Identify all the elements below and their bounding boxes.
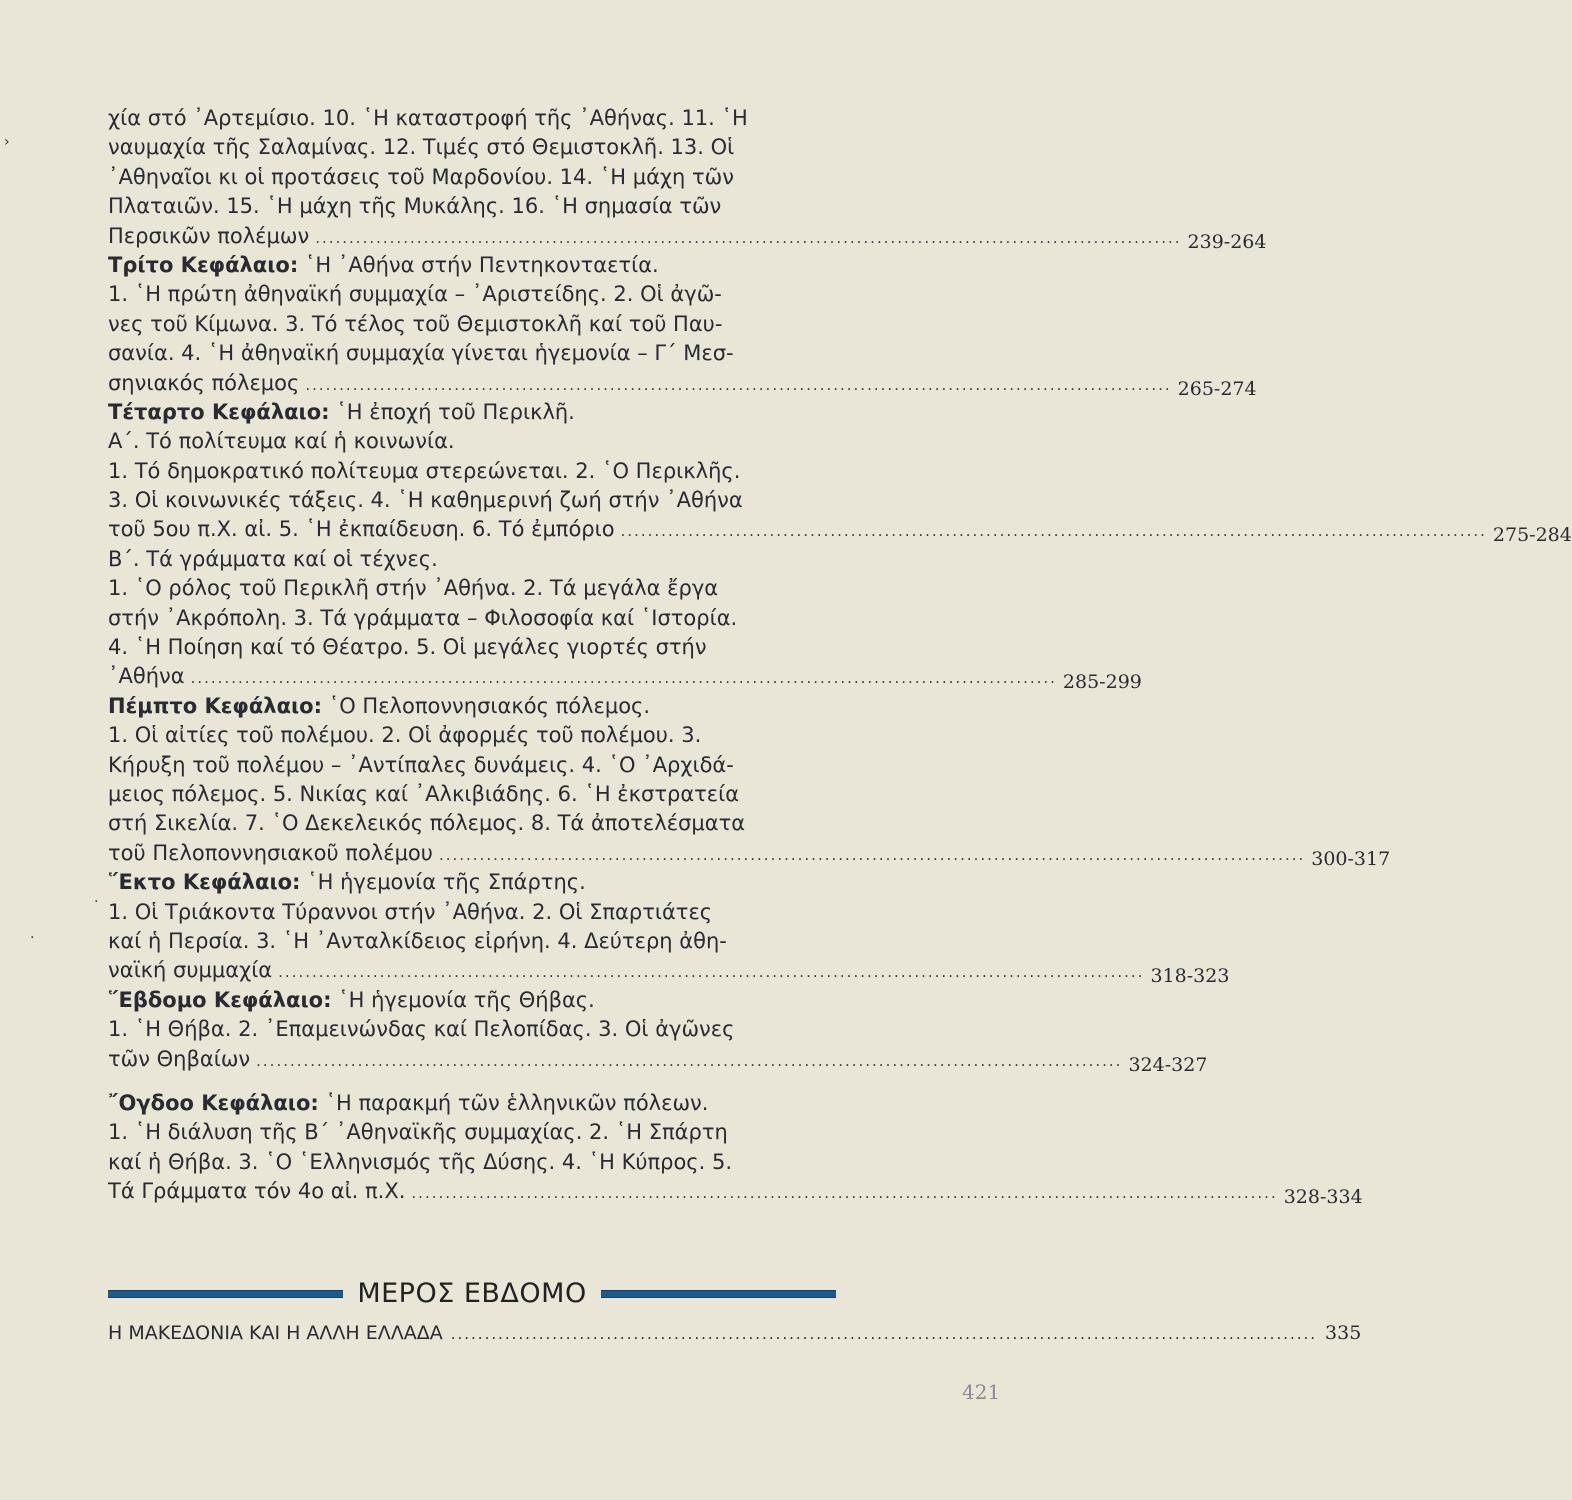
chapter-8 <box>108 1089 1363 1209</box>
toc-line <box>108 956 1230 988</box>
toc-text: 1. ῾Η Θήβα. 2. ᾽Επαμεινώνδας καί Πελοπίδας. 3. Οἱ ἀγῶνες <box>108 1017 735 1042</box>
toc-line <box>108 1045 1208 1076</box>
toc-text: χία στό ᾽Αρτεμίσιο. 10. ῾Η καταστροφή τῆς ᾽Αθήνας. 11. ῾Η <box>108 106 748 130</box>
part-entry-text: Η ΜΑΚΕΔΟΝΙΑ ΚΑΙ Η ΑΛΛΗ ΕΛΛΑΔΑ <box>108 1322 443 1344</box>
toc-text: τοῦ 5ου π.Χ. αἰ. 5. ῾Η ἐκπαίδευση. 6. Τό ἐμπόριο <box>108 517 615 542</box>
dot-leader <box>278 958 1144 987</box>
chapter-title: ῾Η ἡγεμονία τῆς Σπάρτης. <box>307 870 586 895</box>
chapter-5 <box>108 692 1391 870</box>
chapter-heading <box>108 398 840 427</box>
toc-line <box>108 1148 840 1177</box>
margin-mark: › <box>4 134 10 150</box>
toc-line <box>108 310 840 339</box>
toc-text: 3. Οἱ κοινωνικές τάξεις. 4. ῾Η καθημερινή ζωή στήν ᾽Αθήνα <box>108 488 743 513</box>
subsection-heading <box>108 545 840 574</box>
toc-text: σηνιακός πόλεμος <box>108 370 300 395</box>
toc-line <box>108 486 840 515</box>
toc-line <box>108 339 840 368</box>
toc-line <box>108 1015 840 1044</box>
toc-line <box>108 1177 1363 1209</box>
toc-line <box>108 927 840 956</box>
chapter-title: ῾Ο Πελοποννησιακός πόλεμος. <box>328 693 651 718</box>
toc-line <box>108 604 840 633</box>
toc-text: σανία. 4. ῾Η ἀθηναϊκή συμμαχία γίνεται ἡγεμονία – Γ΄ Μεσ- <box>108 341 734 366</box>
chapter-4 <box>108 398 1572 694</box>
page-number: 335 <box>1325 1322 1362 1344</box>
chapter-6 <box>108 868 1230 988</box>
page-range: 239-264 <box>1187 230 1267 253</box>
chapter-7 <box>108 986 1208 1076</box>
rule-right <box>601 1290 836 1298</box>
chapter-label: ῞Εκτο Κεφάλαιο: <box>108 870 301 895</box>
toc-line <box>108 751 840 780</box>
toc-text: Κήρυξη τοῦ πολέμου – ᾽Αντίπαλες δυνάμεις. 4. ῾Ο ᾽Αρχιδά- <box>108 752 734 777</box>
toc-line <box>108 839 1391 870</box>
chapter-title: ῾Η ᾽Αθήνα στήν Πεντηκονταετία. <box>304 252 659 277</box>
toc-text: ᾽Αθήνα <box>108 664 185 689</box>
toc-line <box>108 457 840 486</box>
chapter-heading <box>108 1089 840 1118</box>
chapter-3 <box>108 251 1257 400</box>
chapter-heading <box>108 868 840 897</box>
chapter-title: ῾Η ἐποχή τοῦ Περικλῆ. <box>336 399 575 424</box>
margin-mark: · <box>94 894 99 910</box>
spacer <box>108 1074 840 1089</box>
toc-line <box>108 780 840 809</box>
dot-leader <box>305 371 1171 400</box>
toc-line <box>108 809 840 838</box>
part-entry <box>108 1322 1362 1344</box>
chapter-title: ῾Η ἡγεμονία τῆς Θήβας. <box>338 987 595 1012</box>
toc-text: 1. Οἱ αἰτίες τοῦ πολέμου. 2. Οἱ ἀφορμές τοῦ πολέμου. 3. <box>108 723 702 748</box>
toc-line <box>108 104 840 133</box>
chapter-label: Τρίτο Κεφάλαιο: <box>108 252 299 277</box>
dot-leader <box>439 841 1305 870</box>
page-range: 324-327 <box>1128 1053 1208 1076</box>
toc-text: μειος πόλεμος. 5. Νικίας καί ᾽Αλκιβιάδης. 6. ῾Η ἐκστρατεία <box>108 781 740 806</box>
part-heading <box>108 1278 836 1309</box>
toc-text: καί ἡ Περσία. 3. ῾Η ᾽Ανταλκίδειος εἰρήνη. 4. Δεύτερη ἀθη- <box>108 928 727 953</box>
toc-line <box>108 721 840 750</box>
toc-line <box>108 662 1142 694</box>
chapter-title: ῾Η παρακμή τῶν ἑλληνικῶν πόλεων. <box>325 1090 709 1115</box>
page-range: 275-284 <box>1492 524 1572 547</box>
chapter-heading <box>108 986 840 1015</box>
toc-text: στήν ᾽Ακρόπολη. 3. Τά γράμματα – Φιλοσοφία καί ῾Ιστορία. <box>108 605 738 630</box>
toc-line <box>108 369 1257 400</box>
toc-text: ναυμαχία τῆς Σαλαμίνας. 12. Τιμές στό Θεμιστοκλῆ. 13. Οἱ <box>108 135 735 160</box>
toc-line <box>108 133 840 162</box>
toc-text: Τά Γράμματα τόν 4ο αἰ. π.Χ. <box>108 1179 406 1204</box>
margin-mark: · <box>30 930 35 946</box>
toc-text: Πλαταιῶν. 15. ῾Η μάχη τῆς Μυκάλης. 16. ῾Η σημασία τῶν <box>108 194 722 219</box>
toc-text: τοῦ Πελοποννησιακοῦ πολέμου <box>108 840 433 865</box>
toc-text: 1. Τό δημοκρατικό πολίτευμα στερεώνεται. 2. ῾Ο Περικλῆς. <box>108 458 741 483</box>
table-of-contents <box>108 104 1572 1209</box>
page-range: 328-334 <box>1283 1186 1363 1209</box>
subsection-heading <box>108 427 840 456</box>
toc-line <box>108 163 840 192</box>
toc-text: Περσικῶν πολέμων <box>108 223 310 248</box>
toc-text: 1. ῾Η διάλυση τῆς Β΄ ᾽Αθηναϊκῆς συμμαχίας. 2. ῾Η Σπάρτη <box>108 1120 728 1145</box>
chapter-label: Τέταρτο Κεφάλαιο: <box>108 399 330 424</box>
toc-text: ναϊκή συμμαχία <box>108 958 273 983</box>
toc-text: Α΄. Τό πολίτευμα καί ἡ κοινωνία. <box>108 429 455 454</box>
dot-leader <box>256 1047 1122 1076</box>
toc-text: στή Σικελία. 7. ῾Ο Δεκελεικός πόλεμος. 8. Τά ἀποτελέσματα <box>108 811 746 836</box>
toc-text: 1. ῾Ο ρόλος τοῦ Περικλῆ στήν ᾽Αθήνα. 2. Τά μεγάλα ἔργα <box>108 576 719 601</box>
chapter-label: ῎Ογδοο Κεφάλαιο: <box>108 1090 319 1115</box>
toc-line <box>108 280 840 309</box>
toc-line <box>108 898 840 927</box>
page-range: 285-299 <box>1062 671 1142 694</box>
toc-text: καί ἡ Θήβα. 3. ῾Ο ῾Ελληνισμός τῆς Δύσης. 4. ῾Η Κύπρος. 5. <box>108 1149 733 1174</box>
dot-leader <box>191 664 1057 693</box>
toc-text: τῶν Θηβαίων <box>108 1046 251 1071</box>
dot-leader <box>411 1179 1277 1208</box>
toc-block-continued <box>108 104 1267 253</box>
toc-text: ᾽Αθηναῖοι κι οἱ προτάσεις τοῦ Μαρδονίου. 14. ῾Η μάχη τῶν <box>108 164 735 189</box>
toc-line <box>108 515 1572 547</box>
toc-text: 4. ῾Η Ποίηση καί τό Θέατρο. 5. Οἱ μεγάλες γιορτές στήν <box>108 635 707 660</box>
page-range: 265-274 <box>1177 377 1257 400</box>
chapter-label: Πέμπτο Κεφάλαιο: <box>108 693 323 718</box>
chapter-heading <box>108 692 840 721</box>
page-range: 318-323 <box>1150 965 1230 988</box>
toc-text: νες τοῦ Κίμωνα. 3. Τό τέλος τοῦ Θεμιστοκλῆ καί τοῦ Παυ- <box>108 311 723 336</box>
chapter-label: ῞Εβδομο Κεφάλαιο: <box>108 987 332 1012</box>
toc-text: 1. ῾Η πρώτη ἀθηναϊκή συμμαχία – ᾽Αριστείδης. 2. Οἱ ἀγῶ- <box>108 282 722 307</box>
folio-page-number: 421 <box>962 1380 1001 1404</box>
toc-line <box>108 1118 840 1147</box>
dot-leader <box>621 517 1487 546</box>
toc-text: Β΄. Τά γράμματα καί οἱ τέχνες. <box>108 546 438 571</box>
toc-line <box>108 222 1267 253</box>
toc-line <box>108 633 840 662</box>
chapter-heading <box>108 251 840 280</box>
dot-leader <box>451 1325 1317 1343</box>
toc-line <box>108 574 840 603</box>
rule-left <box>108 1290 343 1298</box>
toc-line <box>108 192 840 221</box>
toc-text: 1. Οἱ Τριάκοντα Τύραννοι στήν ᾽Αθήνα. 2. Οἱ Σπαρτιάτες <box>108 899 713 924</box>
dot-leader <box>315 224 1181 253</box>
page-range: 300-317 <box>1311 847 1391 870</box>
part-title: ΜΕΡΟΣ ΕΒΔΟΜΟ <box>357 1278 587 1309</box>
